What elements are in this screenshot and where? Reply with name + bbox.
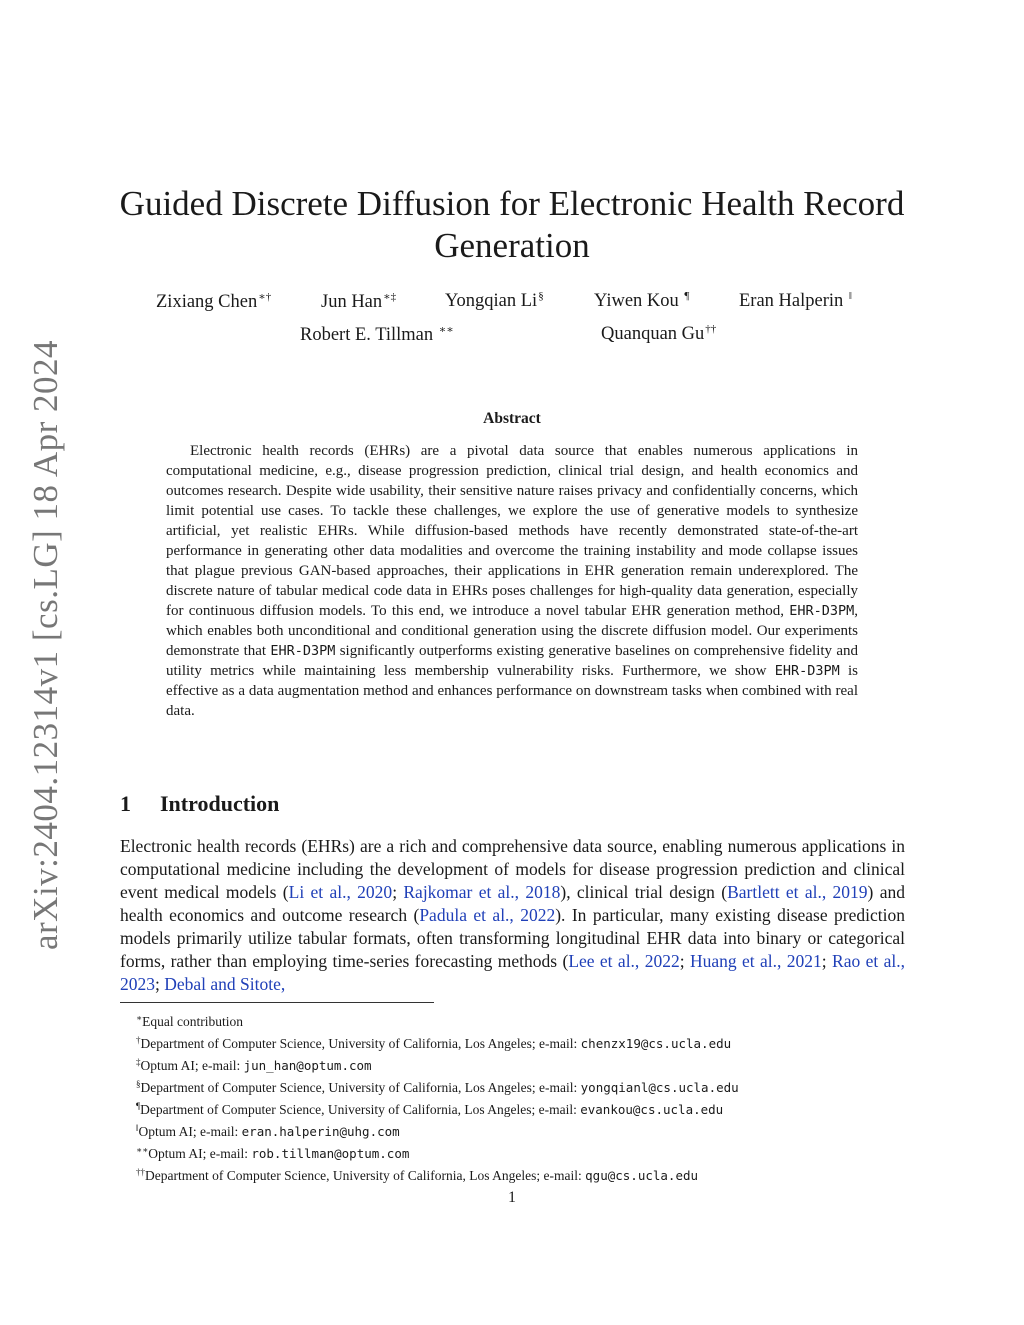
abstract-text (166, 441, 858, 721)
footnote-text: Optum AI; e-mail: (140, 1058, 244, 1073)
footnote-text: Optum AI; e-mail: (148, 1146, 252, 1161)
author-affiliation-mark: ‖ (848, 290, 852, 302)
author-affiliation-mark: †† (705, 323, 717, 335)
email-address[interactable]: yongqianl@cs.ucla.edu (580, 1080, 739, 1095)
abstract-heading: Abstract (483, 410, 541, 427)
author (300, 323, 454, 346)
paper-title: Guided Discrete Diffusion for Electronic Health Record Generation (119, 184, 905, 265)
body-text: ; (392, 882, 404, 902)
footnote-text: Department of Computer Science, University of California, Los Angeles; e-mail: (140, 1102, 581, 1117)
abstract-text-part: is effective as a data augmentation method and enhances performance on downstream tasks when combined with real data. (166, 663, 858, 719)
footnote (136, 1053, 916, 1075)
citation-link[interactable]: Huang et al., 2021 (689, 951, 822, 971)
body-text: ; (155, 974, 165, 994)
email-address[interactable]: eran.halperin@uhg.com (241, 1124, 400, 1139)
email-address[interactable]: chenzx19@cs.ucla.edu (580, 1036, 732, 1051)
footnote (136, 1009, 916, 1031)
email-address[interactable]: rob.tillman@optum.com (251, 1146, 410, 1161)
footnote-mark: ∗ (136, 1013, 143, 1023)
author-name: Yongqian Li (445, 291, 538, 311)
footnote-mark: † (136, 1035, 141, 1045)
email-address[interactable]: evankou@cs.ucla.edu (580, 1102, 724, 1117)
author-name: Yiwen Kou (594, 291, 679, 311)
author-affiliation-mark: ¶ (684, 290, 690, 302)
citation-link[interactable]: Rajkomar et al., 2018 (403, 882, 561, 902)
section-number: 1 (120, 791, 131, 816)
section-heading-introduction (120, 791, 279, 817)
author (594, 290, 689, 312)
method-name: EHR-D3PM (774, 663, 840, 679)
footnote-text: Optum AI; e-mail: (138, 1124, 242, 1139)
arxiv-identifier-stamp: arXiv:2404.12314v1 [cs.LG] 18 Apr 2024 (26, 339, 65, 951)
author-name: Jun Han (321, 292, 383, 312)
footnote-mark: ¶ (136, 1101, 141, 1111)
author-name: Eran Halperin (739, 291, 844, 311)
abstract-text-part: significantly outperforms existing generative baselines on comprehensive fidelity and utility metrics while maintaining less membership vulnerability risks. Furthermore, we show (166, 643, 858, 679)
footnote-mark: § (136, 1079, 141, 1089)
footnote (136, 1163, 916, 1185)
author (156, 290, 271, 313)
introduction-paragraph (120, 835, 905, 996)
footnote (136, 1031, 916, 1053)
citation-link[interactable]: Lee et al., 2022 (568, 951, 680, 971)
footnote-divider (120, 1002, 434, 1003)
footnote (136, 1119, 916, 1141)
email-address[interactable]: qgu@cs.ucla.edu (585, 1168, 699, 1183)
citation-link[interactable]: Bartlett et al., 2019 (727, 882, 868, 902)
author (445, 290, 544, 312)
citation-link[interactable]: Debal and Sitote, (164, 974, 286, 994)
author (739, 290, 852, 312)
author-name: Robert E. Tillman (300, 325, 434, 345)
body-text: ; (821, 951, 833, 971)
footnote (136, 1097, 916, 1119)
method-name: EHR-D3PM (270, 643, 336, 659)
footnote-text: Department of Computer Science, University of California, Los Angeles; e-mail: (145, 1168, 586, 1183)
author-affiliation-mark: ∗∗ (438, 324, 454, 336)
citation-link[interactable]: Li et al., 2020 (288, 882, 393, 902)
footnote-mark: ‡ (136, 1057, 141, 1067)
author-name: Quanquan Gu (601, 324, 705, 344)
method-name: EHR-D3PM (789, 603, 855, 619)
citation-link[interactable]: Padula et al., 2022 (419, 905, 556, 925)
author-affiliation-mark: § (538, 290, 544, 302)
footnote (136, 1141, 916, 1163)
footnote-text: Equal contribution (142, 1014, 243, 1029)
author-affiliation-mark: ∗† (258, 291, 272, 303)
citation-link[interactable]: Rao et al., 2023 (120, 951, 905, 994)
page-number: 1 (508, 1189, 516, 1206)
footnotes (136, 1009, 916, 1185)
body-text: Electronic health records (EHRs) are a rich and comprehensive data source, enabling numerous applications in computational medicine including the development of models for disease progression prediction and clinical event medical models ( (120, 836, 905, 902)
footnote (136, 1075, 916, 1097)
footnote-mark: †† (136, 1167, 145, 1177)
footnote-mark: ∗∗ (136, 1145, 149, 1155)
body-text: ) and health economics and outcome research ( (120, 882, 905, 925)
footnote-mark: ‖ (136, 1123, 139, 1133)
author-name: Zixiang Chen (156, 292, 258, 312)
author (601, 323, 716, 345)
body-text: ; (679, 951, 690, 971)
footnote-text: Department of Computer Science, University of California, Los Angeles; e-mail: (140, 1080, 581, 1095)
abstract-text-part: Electronic health records (EHRs) are a pivotal data source that enables numerous applications in computational medicine, e.g., disease progression prediction, clinical trial design, and health economics and outcomes research. Despite wide usability, their sensitive nature raises privacy and confidentially concerns, which limit potential use cases. To tackle these challenges, we explore the use of generative models to synthesize artificial, yet realistic EHRs. While diffusion-based methods have recently demonstrated state-of-the-art performance in generating other data modalities and overcome the training instability and mode collapse issues that plague previous GAN-based approaches, their applications in EHR generation remain underexplored. The discrete nature of tabular medical code data in EHRs poses challenges for high-quality data generation, especially for continuous diffusion models. To this end, we introduce a novel tabular EHR generation method, (166, 443, 858, 619)
section-title: Introduction (160, 791, 280, 816)
author (321, 290, 396, 313)
body-text: ), clinical trial design ( (560, 882, 728, 902)
email-address[interactable]: jun_han@optum.com (243, 1058, 372, 1073)
abstract-text-part: , which enables both unconditional and conditional generation using the discrete diffusion model. Our experiments demonstrate that (166, 603, 858, 659)
body-text: ). In particular, many existing disease prediction models primarily utilize tabular formats, often transforming longitudinal EHR data into binary or categorical forms, rather than employing time-series forecasting methods ( (120, 905, 905, 971)
author-affiliation-mark: ∗‡ (383, 291, 397, 303)
footnote-text: Department of Computer Science, University of California, Los Angeles; e-mail: (140, 1036, 581, 1051)
